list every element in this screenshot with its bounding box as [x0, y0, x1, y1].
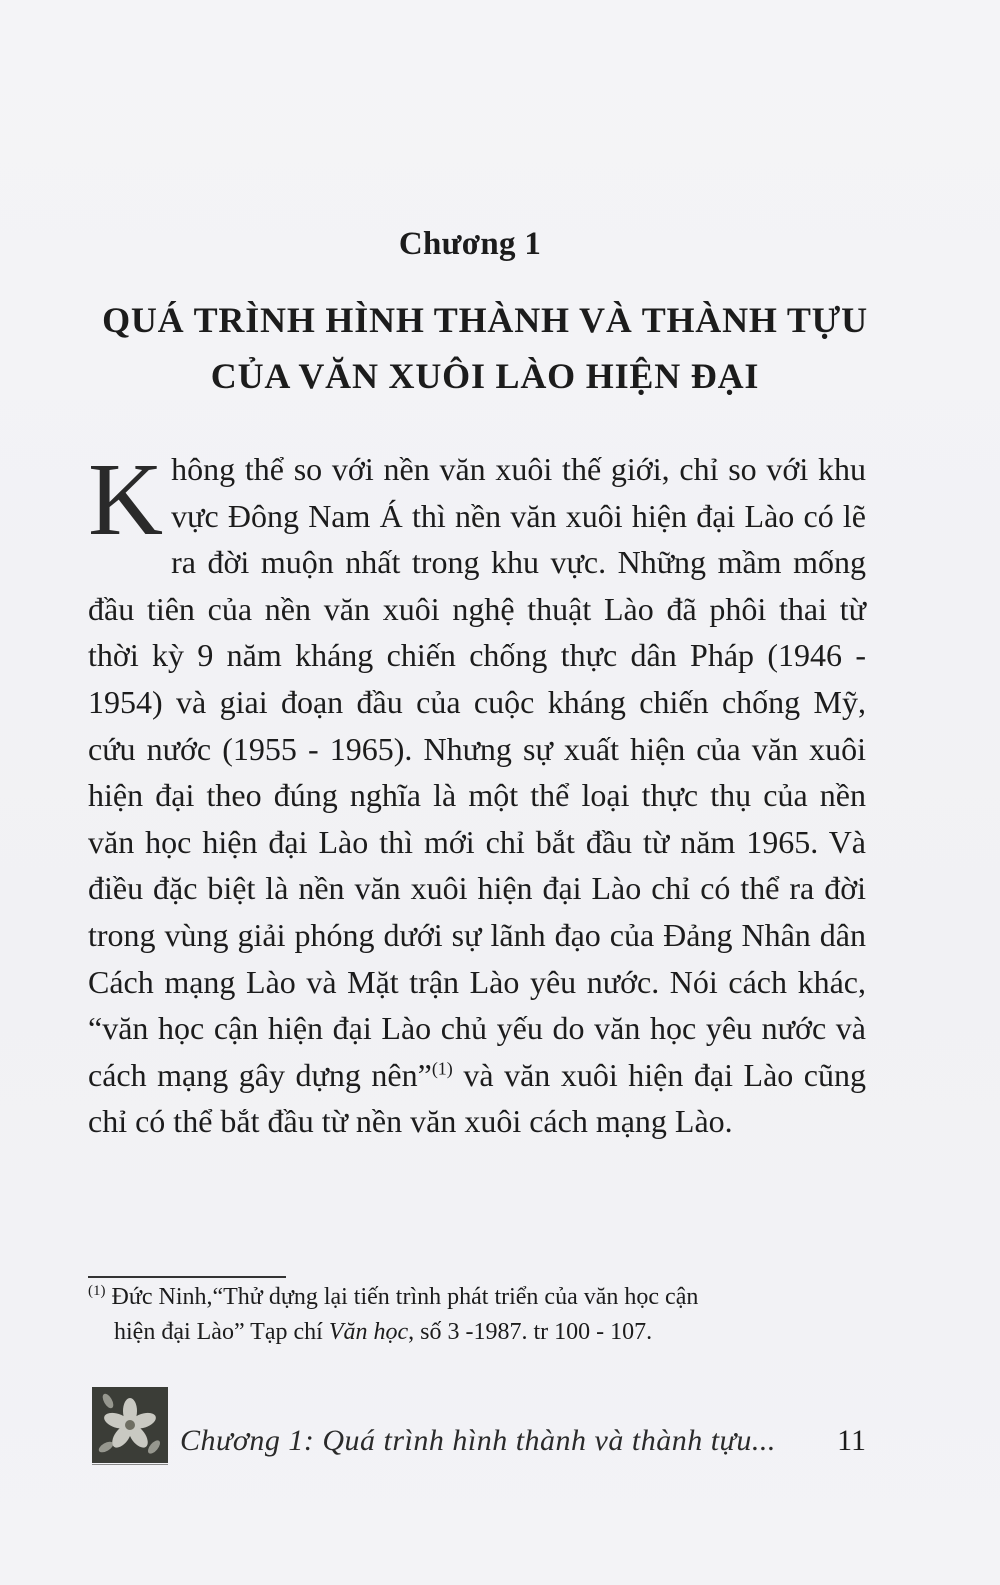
drop-cap: K — [88, 442, 164, 557]
body-text — [88, 442, 867, 1145]
chapter-title-line-2: CỦA VĂN XUÔI LÀO HIỆN ĐẠI — [210, 356, 760, 396]
running-head: Chương 1: Quá trình hình thành và thành tựu... — [180, 1424, 776, 1457]
paragraph — [88, 442, 867, 1145]
page-number: 11 — [837, 1424, 866, 1457]
paragraph-text-end: và văn xuôi hiện đại Lào cũng chỉ có thể bắt đầu từ nền văn xuôi cách mạng Lào. — [88, 1056, 867, 1140]
footnote-number: (1) — [88, 1283, 106, 1299]
footer-divider — [92, 1464, 168, 1465]
paragraph-text: hông thể so với nền văn xuôi thế giới, chỉ so với khu vực Đông Nam Á thì nền văn xuôi hiện đại Lào có lẽ ra đời muộn nhất trong khu vực. Những mầm mống đầu tiên của nền văn xuôi nghệ thuật Lào đã phôi thai từ thời kỳ 9 năm kháng chiến chống thực dân Pháp (1946 - 1954) và giai đoạn đầu của cuộc kháng chiến chống Mỹ, cứu nước (1955 - 1965). Nhưng sự xuất hiện của văn xuôi hiện đại theo đúng nghĩa là một thể loại thực thụ của nền văn học hiện đại Lào thì mới chỉ bắt đầu từ năm 1965. Và điều đặc biệt là nền văn xuôi hiện đại Lào chỉ có thể ra đời trong vùng giải phóng dưới sự lãnh đạo của Đảng Nhân dân Cách mạng Lào và Mặt trận Lào yêu nước. Nói cách khác, “văn học cận hiện đại Lào chủ yếu do văn học yêu nước và cách mạng gây dựng nên” — [88, 451, 866, 1093]
footnote-text-b: hiện đại Lào” Tạp chí — [114, 1319, 329, 1345]
chapter-title — [60, 292, 910, 404]
footnote-text-a: Đức Ninh,“Thử dựng lại tiến trình phát triển của văn học cận — [105, 1284, 699, 1310]
flower-ornament-icon — [92, 1387, 168, 1463]
footnote — [88, 1280, 868, 1350]
footnote-divider — [88, 1276, 286, 1278]
chapter-title-line-1: QUÁ TRÌNH HÌNH THÀNH VÀ THÀNH TỰU — [102, 300, 868, 340]
footnote-journal: Văn học — [328, 1319, 409, 1345]
footnote-reference: (1) — [431, 1058, 453, 1079]
footnote-text-c: , số 3 -1987. tr 100 - 107. — [408, 1319, 653, 1345]
chapter-label: Chương 1 — [398, 226, 542, 262]
footnote-second-line — [88, 1315, 868, 1350]
